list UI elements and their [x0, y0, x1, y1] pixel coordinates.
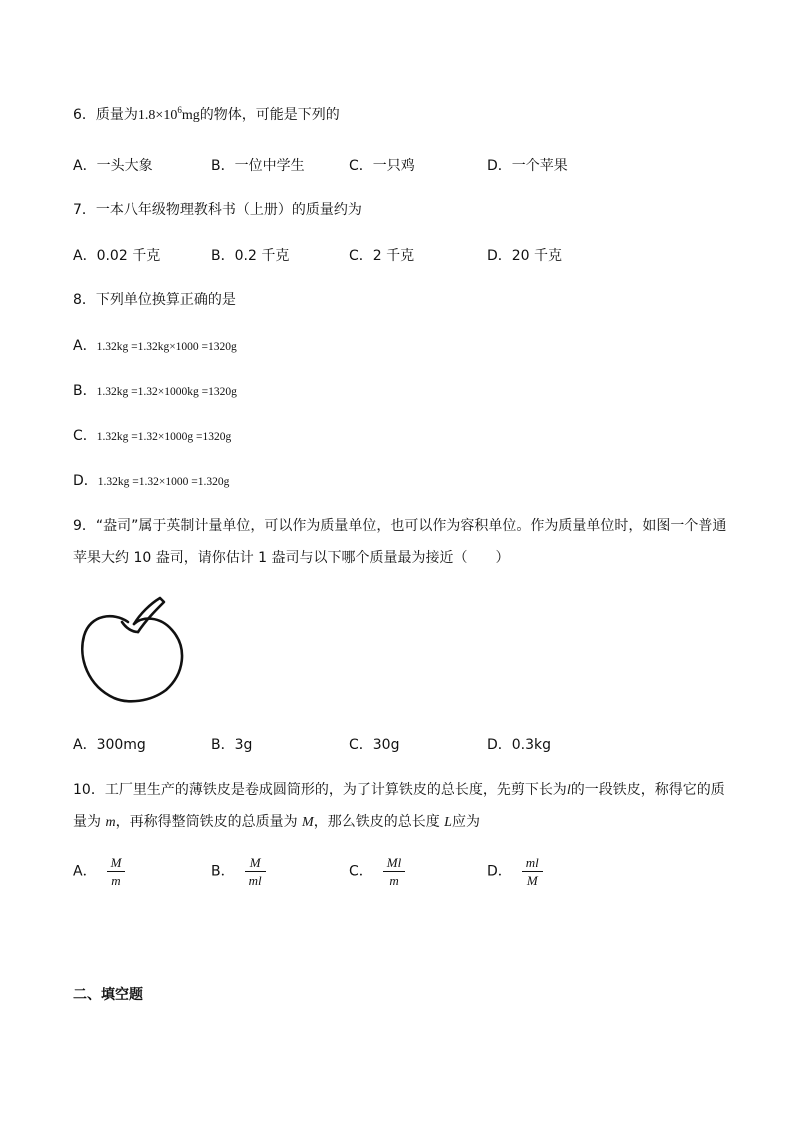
q9-stem-line1: 9．“盎司”属于英制计量单位，可以作为质量单位，也可以作为容积单位。作为质量单位时，如图一个普通	[73, 518, 727, 534]
q10-line1-text-b: 的一段铁皮，称得它的质	[570, 782, 725, 798]
q8-option-c[interactable]	[73, 427, 231, 446]
q6-option-d[interactable]: D．一个苹果	[487, 158, 568, 174]
fraction-numerator: ml	[525, 855, 539, 870]
q6-option-c[interactable]: C．一只鸡	[349, 158, 415, 174]
q10-line2-text-c: ，那么铁皮的总长度	[313, 814, 440, 830]
q10-option-c-fraction	[385, 855, 403, 888]
q10-option-b-letter: B．	[211, 863, 235, 880]
q10-var-m: m	[105, 815, 116, 830]
q10-option-a[interactable]	[73, 855, 123, 888]
fraction-bar	[383, 871, 405, 872]
fraction-bar	[522, 871, 543, 872]
fraction-bar	[107, 871, 126, 872]
q8-option-b-letter: B．	[73, 383, 97, 399]
fraction-numerator: M	[249, 855, 261, 870]
q10-option-d[interactable]	[487, 855, 541, 888]
q6-stem-pre: 6．质量为	[73, 107, 138, 123]
q7-option-b[interactable]: B．0.2 千克	[211, 248, 290, 264]
q10-var-M: M	[302, 815, 314, 830]
q8-option-c-expr: 1.32kg =1.32×1000g =1320g	[96, 431, 232, 443]
q8-option-a-expr: 1.32kg =1.32kg×1000 =1320g	[96, 341, 237, 353]
q8-option-b[interactable]	[73, 382, 237, 401]
q8-option-a-letter: A．	[73, 338, 97, 354]
q10-var-l: l	[566, 783, 571, 798]
fraction-denominator: m	[111, 873, 121, 888]
q10-stem-line1	[73, 781, 725, 800]
q8-option-d-letter: D．	[73, 473, 98, 489]
q9-stem-line2: 苹果大约 10 盎司，请你估计 1 盎司与以下哪个质量最为接近（ ）	[73, 550, 510, 566]
q10-option-d-letter: D．	[487, 863, 512, 880]
q10-line2-text-a: 量为	[73, 814, 101, 830]
fraction-bar	[245, 871, 266, 872]
q9-option-d[interactable]: D．0.3kg	[487, 737, 552, 753]
q10-option-b-fraction	[247, 855, 264, 888]
fraction-denominator: ml	[248, 873, 262, 888]
q6-option-b[interactable]: B．一位中学生	[211, 158, 305, 174]
q10-line2-text-b: ，再称得整筒铁皮的总质量为	[115, 814, 298, 830]
q6-stem-post: 的物体，可能是下列的	[199, 107, 340, 123]
q10-option-d-fraction	[524, 855, 541, 888]
q6-mass-base: 1.8×10	[137, 108, 178, 123]
q6-stem	[73, 106, 340, 125]
fraction-numerator: M	[110, 855, 122, 870]
q6-option-a[interactable]: A．一头大象	[73, 158, 153, 174]
q9-option-b[interactable]: B．3g	[211, 737, 253, 753]
q9-option-a[interactable]: A．300mg	[73, 737, 146, 753]
q10-line1-text-a: 10．工厂里生产的薄铁皮是卷成圆筒形的，为了计算铁皮的总长度，先剪下长为	[73, 782, 567, 798]
q8-option-c-letter: C．	[73, 428, 97, 444]
q10-option-c[interactable]	[349, 855, 403, 888]
q10-option-c-letter: C．	[349, 863, 373, 880]
q10-option-a-letter: A．	[73, 863, 97, 880]
q10-option-a-fraction	[109, 855, 124, 888]
fraction-numerator: Ml	[386, 855, 402, 870]
q6-mass-exponent: 6	[177, 105, 182, 115]
apple-stem	[134, 598, 164, 632]
fraction-denominator: M	[526, 873, 538, 888]
q8-option-d[interactable]	[73, 472, 229, 491]
q7-option-c[interactable]: C．2 千克	[349, 248, 415, 264]
q6-mass-value	[137, 105, 200, 123]
apple-illustration	[76, 594, 188, 706]
q7-stem: 7．一本八年级物理教科书（上册）的质量约为	[73, 202, 362, 218]
apple-body	[82, 616, 182, 701]
section-title-fill-in: 二、填空题	[73, 987, 143, 1003]
q10-stem-line2	[73, 813, 480, 832]
q8-option-b-expr: 1.32kg =1.32×1000kg =1320g	[96, 386, 237, 398]
q8-option-a[interactable]	[73, 337, 237, 356]
q8-stem: 8．下列单位换算正确的是	[73, 292, 236, 308]
q6-mass-unit: mg	[181, 108, 200, 123]
q10-option-b[interactable]	[211, 855, 264, 888]
fraction-denominator: m	[389, 873, 399, 888]
q7-option-d[interactable]: D．20 千克	[487, 248, 563, 264]
q10-var-L: L	[444, 815, 452, 830]
q9-option-c[interactable]: C．30g	[349, 737, 400, 753]
q10-line2-text-d: 应为	[451, 814, 480, 830]
q7-option-a[interactable]: A．0.02 千克	[73, 248, 161, 264]
q8-option-d-expr: 1.32kg =1.32×1000 =1.320g	[97, 476, 230, 488]
